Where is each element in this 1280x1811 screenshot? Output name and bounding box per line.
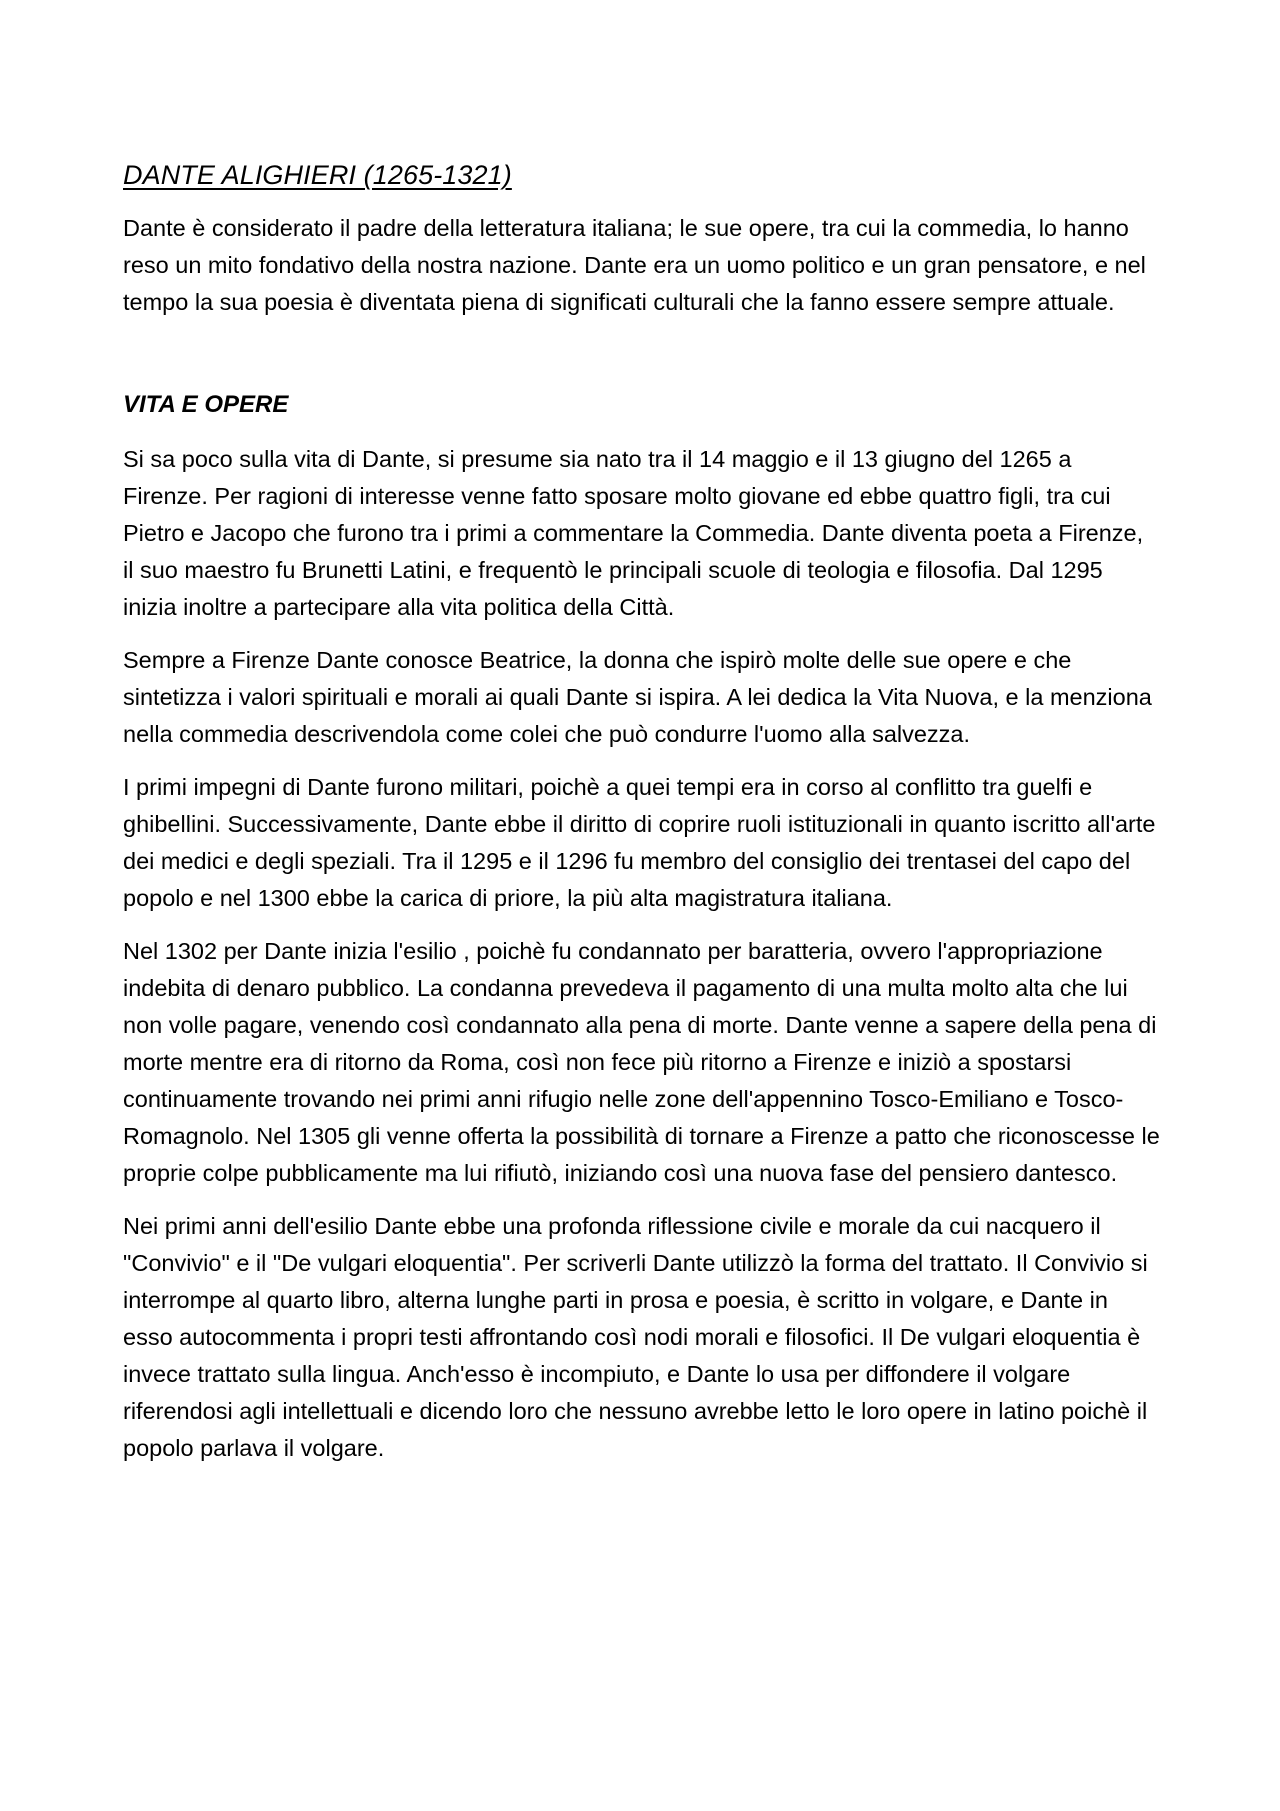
document-title: DANTE ALIGHIERI (1265-1321) bbox=[123, 160, 512, 190]
paragraph-works: Nei primi anni dell'esilio Dante ebbe una profonda riflessione civile e morale da cui nacquero il "Convivio" e il "De vulgari eloquentia". Per scriverli Dante utilizzò la forma del trattato. Il Convivio si interrompe al quarto libro, alterna lunghe parti in prosa e poesia, è scritto in volgare, e Dante in esso autocommenta i propri testi affrontando così nodi morali e filosofici. Il De vulgari eloquentia è invece trattato sulla lingua. Anch'esso è incompiuto, e Dante lo usa per diffondere il volgare riferendosi agli intellettuali e dicendo loro che nessuno avrebbe letto le loro opere in latino poichè il popolo parlava il volgare. bbox=[123, 1213, 1148, 1461]
paragraph-beatrice: Sempre a Firenze Dante conosce Beatrice, la donna che ispirò molte delle sue opere e che sintetizza i valori spirituali e morali ai quali Dante si ispira. A lei dedica la Vita Nuova, e la menziona nella commedia descrivendola come colei che può condurre l'uomo alla salvezza. bbox=[123, 647, 1152, 747]
section-heading: VITA E OPERE bbox=[123, 391, 289, 418]
paragraph-birth: Si sa poco sulla vita di Dante, si presume sia nato tra il 14 maggio e il 13 giugno del 1265 a Firenze. Per ragioni di interesse venne fatto sposare molto giovane ed ebbe quattro figli, tra cui Pietro e Jacopo che furono tra i primi a commentare la Commedia. Dante diventa poeta a Firenze, il suo maestro fu Brunetti Latini, e frequentò le principali scuole di teologia e filosofia. Dal 1295 inizia inoltre a partecipare alla vita politica della Città. bbox=[123, 446, 1144, 620]
intro-paragraph: Dante è considerato il padre della letteratura italiana; le sue opere, tra cui la commedia, lo hanno reso un mito fondativo della nostra nazione. Dante era un uomo politico e un gran pensatore, e nel tempo la sua poesia è diventata piena di significati culturali che la fanno essere sempre attuale. bbox=[123, 215, 1146, 315]
paragraph-politics: I primi impegni di Dante furono militari, poichè a quei tempi era in corso al conflitto tra guelfi e ghibellini. Successivamente, Dante ebbe il diritto di coprire ruoli istituzionali in quanto iscritto all'arte dei medici e degli speziali. Tra il 1295 e il 1296 fu membro del consiglio dei trentasei del capo del popolo e nel 1300 ebbe la carica di priore, la più alta magistratura italiana. bbox=[123, 774, 1156, 911]
paragraph-exile: Nel 1302 per Dante inizia l'esilio , poichè fu condannato per baratteria, ovvero l'appropriazione indebita di denaro pubblico. La condanna prevedeva il pagamento di una multa molto alta che lui non volle pagare, venendo così condannato alla pena di morte. Dante venne a sapere della pena di morte mentre era di ritorno da Roma, così non fece più ritorno a Firenze e iniziò a spostarsi continuamente trovando nei primi anni rifugio nelle zone dell'appennino Tosco-Emiliano e Tosco-Romagnolo. Nel 1305 gli venne offerta la possibilità di tornare a Firenze a patto che riconoscesse le proprie colpe pubblicamente ma lui rifiutò, iniziando così una nuova fase del pensiero dantesco. bbox=[123, 938, 1160, 1186]
